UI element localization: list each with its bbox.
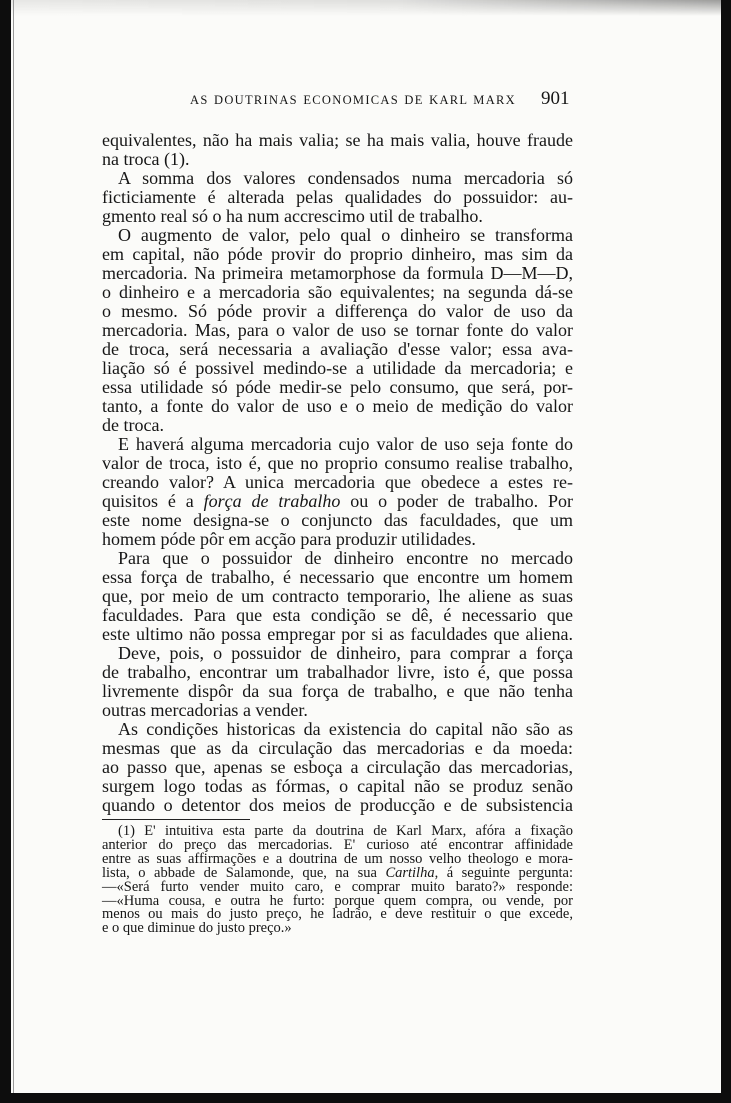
text-line: gmento real só o ha num accrescimo util de trabalho.: [102, 206, 483, 226]
text-line: surgem logo todas as fórmas, o capital não se produz senão: [102, 776, 573, 796]
text-line: tanto, a fonte do valor de uso e o meio de medição do valor: [102, 396, 573, 416]
text-line: de troca.: [102, 415, 164, 435]
text-line: o dinheiro e a mercadoria são equivalentes; na segunda dá-se: [102, 282, 573, 302]
italic-phrase: força de trabalho: [203, 491, 341, 511]
text-line: quando o detentor dos meios de producção e de subsistencia: [102, 795, 573, 815]
text-line: [102, 492, 573, 511]
text-line: este ultimo não possa empregar por si as faculdades que aliena.: [102, 624, 573, 644]
text-line: valor de troca, isto é, que no proprio consumo realise trabalho,: [102, 453, 573, 473]
text-line: E haverá alguma mercadoria cujo valor de uso seja fonte do: [118, 434, 573, 454]
text-line: ficticiamente é alterada pelas qualidades do possuidor: au-: [102, 187, 573, 207]
text-segment: lista, o abbade de Salamonde, que, na sua: [102, 864, 386, 881]
italic-phrase: Cartilha: [385, 864, 435, 881]
text-line: que, por meio de um contracto temporario, lhe aliene as suas: [102, 586, 573, 606]
text-segment: ou o poder de trabalho. Por: [340, 491, 574, 511]
paragraph: [102, 131, 573, 169]
footnote-line: anterior do preço das mercadorias. E' curioso até encontrar affinidade: [102, 836, 573, 853]
scan-shadow-top: [0, 0, 721, 16]
text-line: equivalentes, não ha mais valia; se ha mais valia, houve fraude: [102, 130, 573, 150]
page-number: 901: [541, 88, 570, 109]
text-line: de trabalho, encontrar um trabalhador livre, isto é, que possa: [102, 662, 573, 682]
text-line: mercadoria. Na primeira metamorphose da formula D—M—D,: [102, 263, 573, 283]
text-line: homem póde pôr em acção para produzir utilidades.: [102, 529, 476, 549]
paragraph: [102, 549, 573, 644]
text-line: mercadoria. Mas, para o valor de uso se tornar fonte do valor: [102, 320, 573, 340]
paragraph: [102, 644, 573, 720]
text-segment: quisitos é a: [102, 491, 204, 511]
text-line: essa utilidade só póde medir-se pelo consumo, que será, por-: [102, 377, 573, 397]
text-line: liação só é possivel medindo-se a utilidade da mercadoria; e: [102, 358, 573, 378]
text-segment: , á seguinte pergunta:: [434, 864, 573, 881]
footnote-line: —«Huma cousa, e outra he furto: porque quem compra, ou vende, por: [102, 892, 573, 909]
paragraph: [102, 226, 573, 435]
text-line: o mesmo. Só póde provir a differença do valor de uso da: [102, 301, 573, 321]
text-line: Para que o possuidor de dinheiro encontre no mercado: [118, 548, 573, 568]
footnote-line: —«Será furto vender muito caro, e comprar muito barato?» responde:: [102, 878, 573, 895]
text-line: outras mercadorias a vender.: [102, 700, 308, 720]
footnote: [102, 825, 573, 936]
text-line: essa força de trabalho, é necessario que encontre um homem: [102, 567, 573, 587]
scan-border-left: [0, 0, 11, 1103]
footnote-line: (1) E' intuitiva esta parte da doutrina de Karl Marx, afóra a fixação: [118, 823, 573, 839]
footnote-rule: [102, 819, 250, 820]
text-line: em capital, não póde provir do proprio dinheiro, mas sim da: [102, 244, 573, 264]
text-line: de troca, será necessaria a avaliação d'esse valor; essa ava-: [102, 339, 573, 359]
text-line: A somma dos valores condensados numa mercadoria só: [118, 168, 573, 188]
footnote-line: entre as suas affirmações e a doutrina de um nosso velho theologo e mora-: [102, 850, 573, 867]
text-line: creando valor? A unica mercadoria que obedece a estes re-: [102, 472, 573, 492]
body-text: [102, 131, 573, 815]
scan-border-right: [721, 0, 731, 1103]
text-line: mesmas que as da circulação das mercadorias e da moeda:: [102, 738, 573, 758]
text-line: este nome designa-se o conjuncto das faculdades, que um: [102, 510, 573, 530]
text-line: O augmento de valor, pelo qual o dinheiro se transforma: [118, 225, 573, 245]
running-title: AS DOUTRINAS ECONOMICAS DE KARL MARX: [190, 93, 517, 107]
paragraph: [102, 720, 573, 815]
text-line: As condições historicas da existencia do capital não são as: [118, 719, 573, 739]
paragraph: [102, 435, 573, 549]
scan-edge-line: [13, 0, 14, 1103]
text-line: na troca (1).: [102, 149, 190, 169]
paragraph: [102, 169, 573, 226]
footnote-line: e o que diminue do justo preço.»: [102, 920, 292, 937]
text-line: faculdades. Para que esta condição se dê, é necessario que: [102, 605, 573, 625]
text-line: livremente dispôr da sua força de trabalho, e que não tenha: [102, 681, 573, 701]
text-line: Deve, pois, o possuidor de dinheiro, para comprar a força: [118, 643, 573, 663]
footnote-line: menos ou mais do justo preço, he ladrão, e deve restituir o que excede,: [102, 906, 573, 923]
scan-border-bottom: [0, 1093, 731, 1103]
text-line: ao passo que, apenas se esboça a circulação das mercadorias,: [102, 757, 573, 777]
